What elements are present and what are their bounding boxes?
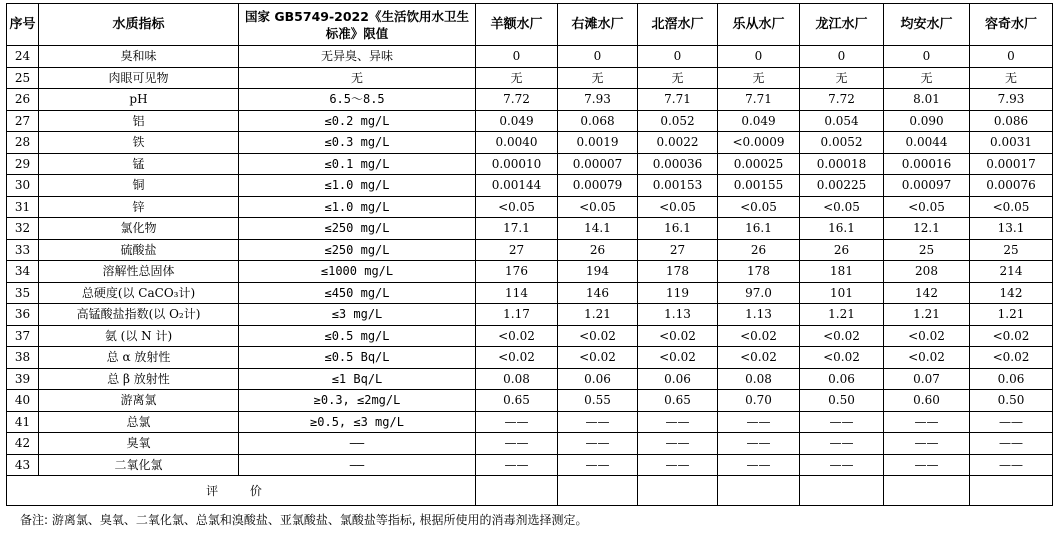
plant-value: 0.086 xyxy=(970,110,1053,132)
plant-value: 0.50 xyxy=(800,390,884,412)
plant-value: 26 xyxy=(558,239,638,261)
table-row xyxy=(7,325,1053,347)
table-row xyxy=(7,132,1053,154)
table-row xyxy=(7,433,1053,455)
plant-value: 无 xyxy=(800,67,884,89)
plant-value: —— xyxy=(884,454,970,476)
row-number: 27 xyxy=(7,110,39,132)
indicator-name: 总氯 xyxy=(39,411,239,433)
plant-value: 1.17 xyxy=(476,304,558,326)
plant-value: 无 xyxy=(970,67,1053,89)
plant-value: —— xyxy=(800,411,884,433)
header-standard: 国家 GB5749-2022《生活饮用水卫生标准》限值 xyxy=(239,4,476,46)
indicator-name: 二氧化氯 xyxy=(39,454,239,476)
standard-limit: ≤1.0 mg/L xyxy=(239,196,476,218)
evaluation-row xyxy=(7,476,1053,506)
plant-value: —— xyxy=(884,433,970,455)
plant-value: <0.02 xyxy=(638,347,718,369)
plant-value: 0.00225 xyxy=(800,175,884,197)
row-number: 40 xyxy=(7,390,39,412)
plant-value: 101 xyxy=(800,282,884,304)
evaluation-label: 评 价 xyxy=(7,476,476,506)
plant-value: —— xyxy=(638,454,718,476)
row-number: 35 xyxy=(7,282,39,304)
standard-limit: ≥0.3, ≤2mg/L xyxy=(239,390,476,412)
plant-value: 无 xyxy=(558,67,638,89)
plant-value: 0 xyxy=(800,46,884,68)
table-row xyxy=(7,261,1053,283)
indicator-name: 铝 xyxy=(39,110,239,132)
plant-value: 0.049 xyxy=(718,110,800,132)
plant-value: 0.65 xyxy=(476,390,558,412)
plant-value: 0.0019 xyxy=(558,132,638,154)
standard-limit: ≥0.5, ≤3 mg/L xyxy=(239,411,476,433)
standard-limit: 无异臭、异味 xyxy=(239,46,476,68)
plant-value: 7.93 xyxy=(558,89,638,111)
table-body xyxy=(7,46,1053,476)
standard-limit: ≤3 mg/L xyxy=(239,304,476,326)
table-row xyxy=(7,46,1053,68)
plant-value: 0.00097 xyxy=(884,175,970,197)
evaluation-cell xyxy=(718,476,800,506)
plant-value: <0.02 xyxy=(884,325,970,347)
row-number: 33 xyxy=(7,239,39,261)
evaluation-cell xyxy=(800,476,884,506)
plant-value: —— xyxy=(884,411,970,433)
footnote: 备注: 游离氯、臭氧、二氧化氯、总氯和溴酸盐、亚氯酸盐、氯酸盐等指标, 根据所使用的消毒剂选择测定。 xyxy=(20,513,588,527)
plant-value: 无 xyxy=(638,67,718,89)
plant-value: 14.1 xyxy=(558,218,638,240)
row-number: 25 xyxy=(7,67,39,89)
plant-value: <0.02 xyxy=(718,347,800,369)
plant-value: 0.052 xyxy=(638,110,718,132)
plant-value: 0.06 xyxy=(558,368,638,390)
plant-value: 0.55 xyxy=(558,390,638,412)
plant-value: <0.05 xyxy=(970,196,1053,218)
plant-value: 0.08 xyxy=(718,368,800,390)
plant-value: —— xyxy=(476,454,558,476)
plant-value: —— xyxy=(558,454,638,476)
row-number: 30 xyxy=(7,175,39,197)
plant-value: 0.00155 xyxy=(718,175,800,197)
plant-value: 27 xyxy=(476,239,558,261)
plant-value: 0 xyxy=(970,46,1053,68)
table-row xyxy=(7,454,1053,476)
standard-limit: ≤1.0 mg/L xyxy=(239,175,476,197)
row-number: 26 xyxy=(7,89,39,111)
header-plant-lecong: 乐从水厂 xyxy=(718,4,800,46)
table-row xyxy=(7,175,1053,197)
plant-value: 0 xyxy=(476,46,558,68)
plant-value: 17.1 xyxy=(476,218,558,240)
plant-value: —— xyxy=(970,433,1053,455)
header-indicator: 水质指标 xyxy=(39,4,239,46)
evaluation-cell xyxy=(558,476,638,506)
plant-value: <0.02 xyxy=(800,347,884,369)
plant-value: 0.06 xyxy=(638,368,718,390)
plant-value: —— xyxy=(476,411,558,433)
plant-value: 16.1 xyxy=(718,218,800,240)
plant-value: 114 xyxy=(476,282,558,304)
plant-value: —— xyxy=(638,433,718,455)
plant-value: —— xyxy=(638,411,718,433)
standard-limit: ≤0.2 mg/L xyxy=(239,110,476,132)
plant-value: 7.93 xyxy=(970,89,1053,111)
plant-value: 0 xyxy=(718,46,800,68)
row-number: 29 xyxy=(7,153,39,175)
row-number: 41 xyxy=(7,411,39,433)
plant-value: 181 xyxy=(800,261,884,283)
indicator-name: 总 β 放射性 xyxy=(39,368,239,390)
table-row xyxy=(7,368,1053,390)
plant-value: <0.02 xyxy=(800,325,884,347)
indicator-name: 硫酸盐 xyxy=(39,239,239,261)
plant-value: 无 xyxy=(476,67,558,89)
plant-value: —— xyxy=(718,411,800,433)
indicator-name: 氨 (以 N 计) xyxy=(39,325,239,347)
plant-value: 1.13 xyxy=(718,304,800,326)
evaluation-cell xyxy=(476,476,558,506)
plant-value: 0.0040 xyxy=(476,132,558,154)
plant-value: <0.02 xyxy=(558,347,638,369)
plant-value: 16.1 xyxy=(800,218,884,240)
indicator-name: 游离氯 xyxy=(39,390,239,412)
row-number: 39 xyxy=(7,368,39,390)
plant-value: 0.090 xyxy=(884,110,970,132)
indicator-name: 锌 xyxy=(39,196,239,218)
plant-value: —— xyxy=(718,454,800,476)
table-row xyxy=(7,347,1053,369)
table-row xyxy=(7,110,1053,132)
plant-value: <0.05 xyxy=(718,196,800,218)
plant-value: <0.05 xyxy=(558,196,638,218)
plant-value: <0.05 xyxy=(638,196,718,218)
indicator-name: 总硬度(以 CaCO₃计) xyxy=(39,282,239,304)
plant-value: —— xyxy=(800,454,884,476)
header-plant-longjiang: 龙江水厂 xyxy=(800,4,884,46)
indicator-name: 铁 xyxy=(39,132,239,154)
plant-value: 0.00017 xyxy=(970,153,1053,175)
standard-limit: 6.5～8.5 xyxy=(239,89,476,111)
plant-value: 0.00018 xyxy=(800,153,884,175)
plant-value: 0 xyxy=(884,46,970,68)
plant-value: —— xyxy=(970,411,1053,433)
plant-value: 26 xyxy=(800,239,884,261)
plant-value: 0.08 xyxy=(476,368,558,390)
plant-value: <0.02 xyxy=(884,347,970,369)
plant-value: —— xyxy=(558,433,638,455)
indicator-name: 高锰酸盐指数(以 O₂计) xyxy=(39,304,239,326)
plant-value: 13.1 xyxy=(970,218,1053,240)
standard-limit: ≤0.1 mg/L xyxy=(239,153,476,175)
indicator-name: 总 α 放射性 xyxy=(39,347,239,369)
plant-value: 142 xyxy=(884,282,970,304)
plant-value: 97.0 xyxy=(718,282,800,304)
plant-value: 0.0022 xyxy=(638,132,718,154)
plant-value: 0.0031 xyxy=(970,132,1053,154)
row-number: 34 xyxy=(7,261,39,283)
plant-value: —— xyxy=(558,411,638,433)
plant-value: —— xyxy=(718,433,800,455)
plant-value: 0.0052 xyxy=(800,132,884,154)
plant-value: 178 xyxy=(638,261,718,283)
plant-value: 7.71 xyxy=(718,89,800,111)
plant-value: 25 xyxy=(970,239,1053,261)
table-row xyxy=(7,89,1053,111)
plant-value: 26 xyxy=(718,239,800,261)
standard-limit: ≤250 mg/L xyxy=(239,239,476,261)
table-row xyxy=(7,153,1053,175)
plant-value: <0.02 xyxy=(718,325,800,347)
plant-value: 无 xyxy=(718,67,800,89)
plant-value: 0.00036 xyxy=(638,153,718,175)
plant-value: 119 xyxy=(638,282,718,304)
plant-value: <0.02 xyxy=(970,347,1053,369)
plant-value: 0.06 xyxy=(800,368,884,390)
plant-value: 12.1 xyxy=(884,218,970,240)
table-row xyxy=(7,304,1053,326)
plant-value: 0.00007 xyxy=(558,153,638,175)
plant-value: 0.00153 xyxy=(638,175,718,197)
plant-value: 无 xyxy=(884,67,970,89)
plant-value: 7.71 xyxy=(638,89,718,111)
plant-value: 0.068 xyxy=(558,110,638,132)
standard-limit: ≤450 mg/L xyxy=(239,282,476,304)
evaluation-cell xyxy=(970,476,1053,506)
plant-value: 16.1 xyxy=(638,218,718,240)
plant-value: 8.01 xyxy=(884,89,970,111)
plant-value: 214 xyxy=(970,261,1053,283)
plant-value: 0.00076 xyxy=(970,175,1053,197)
table-row xyxy=(7,196,1053,218)
table-row xyxy=(7,282,1053,304)
evaluation-cell xyxy=(638,476,718,506)
plant-value: 194 xyxy=(558,261,638,283)
plant-value: 0.00025 xyxy=(718,153,800,175)
plant-value: 176 xyxy=(476,261,558,283)
table-row xyxy=(7,239,1053,261)
plant-value: 0.00016 xyxy=(884,153,970,175)
table-row xyxy=(7,411,1053,433)
plant-value: 0.00010 xyxy=(476,153,558,175)
plant-value: 146 xyxy=(558,282,638,304)
row-number: 28 xyxy=(7,132,39,154)
plant-value: —— xyxy=(476,433,558,455)
plant-value: <0.02 xyxy=(558,325,638,347)
row-number: 31 xyxy=(7,196,39,218)
header-plant-rongqi: 容奇水厂 xyxy=(970,4,1053,46)
table-row xyxy=(7,218,1053,240)
standard-limit: ≤0.5 Bq/L xyxy=(239,347,476,369)
standard-limit: ≤1000 mg/L xyxy=(239,261,476,283)
plant-value: 0.07 xyxy=(884,368,970,390)
plant-value: 142 xyxy=(970,282,1053,304)
header-plant-beijiao: 北滘水厂 xyxy=(638,4,718,46)
plant-value: <0.0009 xyxy=(718,132,800,154)
plant-value: 0.054 xyxy=(800,110,884,132)
row-number: 32 xyxy=(7,218,39,240)
indicator-name: 臭和味 xyxy=(39,46,239,68)
plant-value: <0.02 xyxy=(638,325,718,347)
standard-limit: ≤1 Bq/L xyxy=(239,368,476,390)
standard-limit: ≤0.3 mg/L xyxy=(239,132,476,154)
plant-value: 0.00079 xyxy=(558,175,638,197)
evaluation-cell xyxy=(884,476,970,506)
plant-value: 0.50 xyxy=(970,390,1053,412)
plant-value: 25 xyxy=(884,239,970,261)
plant-value: 0.65 xyxy=(638,390,718,412)
standard-limit: ≤250 mg/L xyxy=(239,218,476,240)
plant-value: 0.0044 xyxy=(884,132,970,154)
plant-value: 0.70 xyxy=(718,390,800,412)
indicator-name: 锰 xyxy=(39,153,239,175)
plant-value: 0.00144 xyxy=(476,175,558,197)
indicator-name: 肉眼可见物 xyxy=(39,67,239,89)
plant-value: 0 xyxy=(638,46,718,68)
plant-value: 0.60 xyxy=(884,390,970,412)
indicator-name: 铜 xyxy=(39,175,239,197)
table-row xyxy=(7,390,1053,412)
water-quality-table xyxy=(6,3,1053,506)
plant-value: <0.02 xyxy=(476,347,558,369)
plant-value: 1.13 xyxy=(638,304,718,326)
plant-value: 208 xyxy=(884,261,970,283)
plant-value: <0.05 xyxy=(884,196,970,218)
indicator-name: 臭氧 xyxy=(39,433,239,455)
plant-value: <0.05 xyxy=(476,196,558,218)
header-seq: 序号 xyxy=(7,4,39,46)
row-number: 36 xyxy=(7,304,39,326)
plant-value: 0.06 xyxy=(970,368,1053,390)
header-plant-youtan: 右滩水厂 xyxy=(558,4,638,46)
plant-value: 27 xyxy=(638,239,718,261)
plant-value: 178 xyxy=(718,261,800,283)
standard-limit: —— xyxy=(239,433,476,455)
row-number: 37 xyxy=(7,325,39,347)
plant-value: —— xyxy=(800,433,884,455)
plant-value: <0.02 xyxy=(970,325,1053,347)
plant-value: 1.21 xyxy=(884,304,970,326)
header-plant-junan: 均安水厂 xyxy=(884,4,970,46)
plant-value: <0.02 xyxy=(476,325,558,347)
plant-value: 1.21 xyxy=(800,304,884,326)
standard-limit: 无 xyxy=(239,67,476,89)
row-number: 38 xyxy=(7,347,39,369)
plant-value: 1.21 xyxy=(970,304,1053,326)
standard-limit: ≤0.5 mg/L xyxy=(239,325,476,347)
row-number: 24 xyxy=(7,46,39,68)
table-row xyxy=(7,67,1053,89)
header-row xyxy=(7,4,1053,46)
plant-value: 0 xyxy=(558,46,638,68)
indicator-name: 溶解性总固体 xyxy=(39,261,239,283)
plant-value: —— xyxy=(970,454,1053,476)
row-number: 43 xyxy=(7,454,39,476)
plant-value: 7.72 xyxy=(800,89,884,111)
header-plant-yange: 羊额水厂 xyxy=(476,4,558,46)
plant-value: <0.05 xyxy=(800,196,884,218)
plant-value: 0.049 xyxy=(476,110,558,132)
plant-value: 1.21 xyxy=(558,304,638,326)
row-number: 42 xyxy=(7,433,39,455)
indicator-name: pH xyxy=(39,89,239,111)
plant-value: 7.72 xyxy=(476,89,558,111)
indicator-name: 氯化物 xyxy=(39,218,239,240)
standard-limit: —— xyxy=(239,454,476,476)
